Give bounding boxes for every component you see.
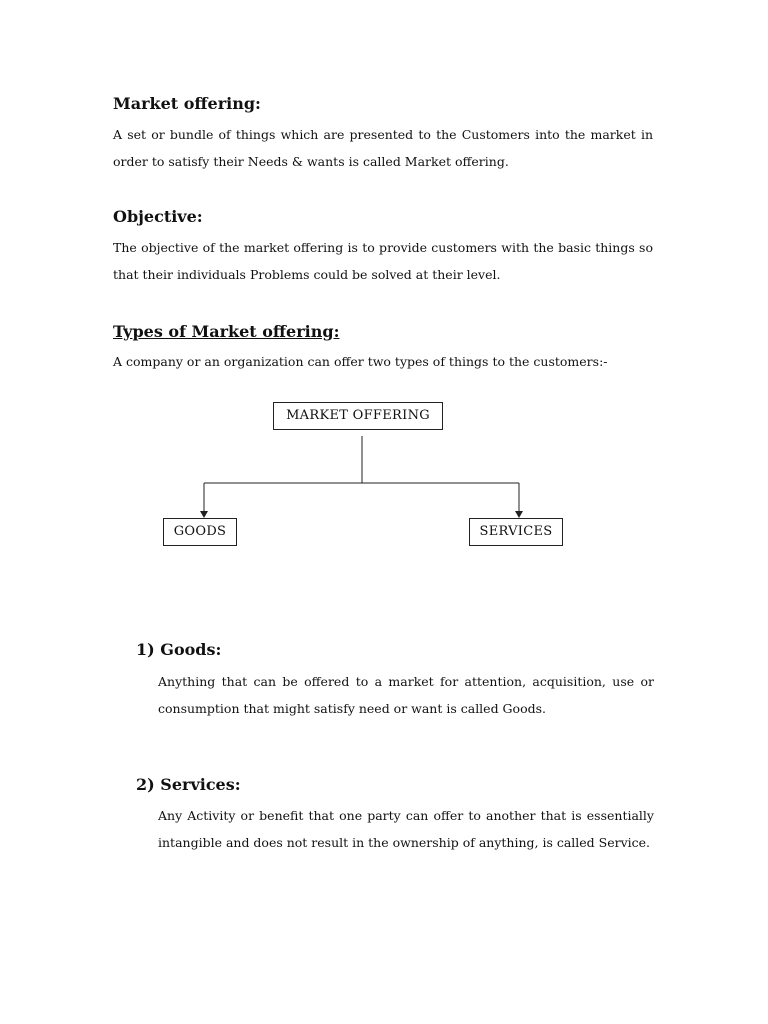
goods-box: GOODS — [163, 518, 237, 546]
objective-text: The objective of the market offering is to provide customers with the basic things so that their individuals Problems could be solved at their level. — [113, 240, 653, 282]
arrow-left-head — [200, 511, 208, 518]
market-offering-box: MARKET OFFERING — [273, 402, 443, 430]
goods-definition: Anything that can be offered to a market for attention, acquisition, use or consumption that might satisfy need or want is called Goods. — [158, 674, 654, 716]
market-offering-definition: A set or bundle of things which are presented to the Customers into the market in order to satisfy their Needs & wants is called Market offering. — [113, 127, 653, 169]
services-heading: 2) Services: — [136, 775, 241, 794]
services-definition: Any Activity or benefit that one party can offer to another that is essentially intangible and does not result in the ownership of anything, is called Service. — [158, 808, 654, 850]
objective-heading: Objective: — [113, 207, 203, 226]
arrow-right-head — [515, 511, 523, 518]
types-intro: A company or an organization can offer two types of things to the customers:- — [113, 354, 608, 369]
market-offering-heading: Market offering: — [113, 94, 261, 113]
services-box: SERVICES — [469, 518, 563, 546]
goods-heading: 1) Goods: — [136, 640, 222, 659]
types-heading: Types of Market offering: — [113, 322, 340, 341]
